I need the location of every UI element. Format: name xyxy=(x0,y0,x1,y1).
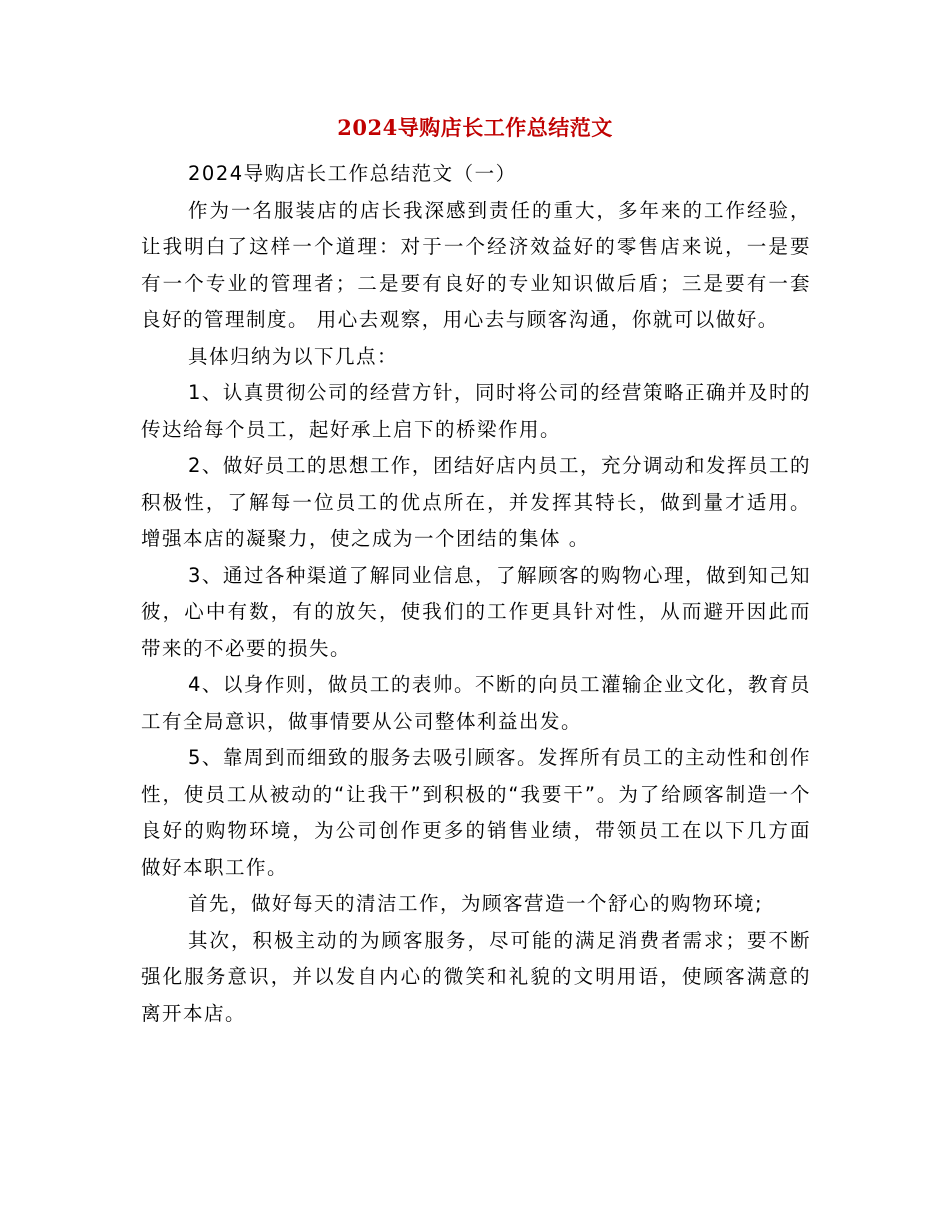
document-body xyxy=(141,156,811,1032)
document-title: 2024导购店长工作总结范文 xyxy=(337,115,613,140)
paragraph-subtitle: 2024导购店长工作总结范文（一） xyxy=(188,162,517,185)
paragraph-summary-heading: 具体归纳为以下几点： xyxy=(188,344,399,368)
paragraph-point-4: 4、以身作则，做员工的表帅。不断的向员工灌输企业文化，教育员工有全局意识，做事情要从公司整体利益出发。 xyxy=(141,673,811,733)
paragraph-second: 其次，积极主动的为顾客服务，尽可能的满足消费者需求；要不断强化服务意识，并以发自内心的微笑和礼貌的文明用语，使顾客满意的离开本店。 xyxy=(141,928,811,1025)
paragraph-intro: 作为一名服装店的店长我深感到责任的重大，多年来的工作经验，让我明白了这样一个道理：对于一个经济效益好的零售店来说，一是要有一个专业的管理者；二是要有良好的专业知识做后盾；三是要有一套良好的管理制度。 用心去观察，用心去与顾客沟通，你就可以做好。 xyxy=(141,198,811,331)
paragraph-first: 首先，做好每天的清洁工作，为顾客营造一个舒心的购物环境; xyxy=(188,892,764,915)
paragraph-point-5: 5、靠周到而细致的服务去吸引顾客。发挥所有员工的主动性和创作性，使员工从被动的“让我干”到积极的“我要干”。为了给顾客制造一个良好的购物环境，为公司创作更多的销售业绩，带领员工在以下几方面做好本职工作。 xyxy=(141,746,811,879)
paragraph-point-2: 2、做好员工的思想工作，团结好店内员工，充分调动和发挥员工的积极性，了解每一位员工的优点所在，并发挥其特长，做到量才适用。增强本店的凝聚力，使之成为一个团结的集体 。 xyxy=(141,454,811,550)
paragraph-point-1: 1、认真贯彻公司的经营方针，同时将公司的经营策略正确并及时的传达给每个员工，起好承上启下的桥梁作用。 xyxy=(141,381,811,441)
paragraph-point-3: 3、通过各种渠道了解同业信息，了解顾客的购物心理，做到知己知彼，心中有数，有的放矢，使我们的工作更具针对性，从而避开因此而带来的不必要的损失。 xyxy=(141,563,811,660)
